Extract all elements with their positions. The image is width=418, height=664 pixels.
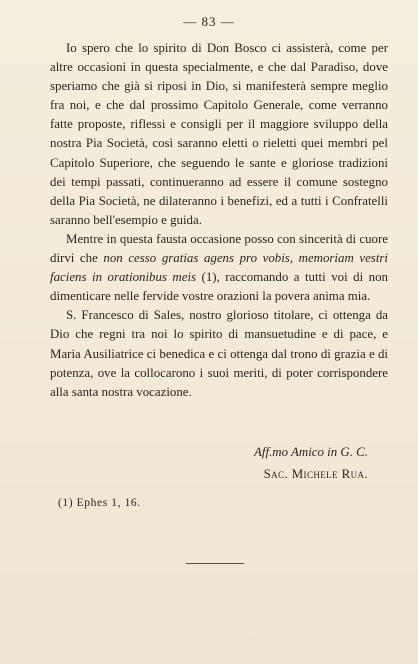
paragraph-1: Io spero che lo spirito di Don Bosco ci assisterà, come per altre occasioni in questa specialmente, e che dal Paradiso, dove speriamo che già si riposi in Dio, si manifesterà sempre meglio fra noi, e che dal prossimo Capitolo Generale, come verranno fatte proposte, riflessi e consigli per il maggiore sviluppo della nostra Pia Società, così saranno eletti o rieletti quei membri pel Capitolo Superiore, che seguendo le sante e gloriose tradizioni dei tempi passati, continueranno ad essere il comune sostegno della Pia Società, ne dilateranno i benefizi, ed a tutti i Confratelli saranno bell'esempio e guida. <box>50 41 388 227</box>
paragraph-2 <box>50 230 388 306</box>
closing-salutation: Aff.mo Amico in G. C. <box>254 445 368 459</box>
closing-block <box>254 441 368 485</box>
paragraph-2-rest: , raccomando a tutti voi di non dimenticare nelle fervide vostre orazioni la povera anima mia. <box>50 270 388 304</box>
footnote: (1) Ephes 1, 16. <box>58 497 141 509</box>
latin-quotation: non cesso gratias agens pro vobis, memoriam vestri faciens in orationibus meis <box>50 251 388 285</box>
signature: Sac. Michele Rua. <box>263 467 368 481</box>
page-number: — 83 — <box>183 14 235 29</box>
letter-body <box>50 39 388 402</box>
divider-rule <box>186 563 244 564</box>
footnote-reference: (1) <box>196 270 217 285</box>
paragraph-2-intro: Mentre in questa fausta occasione posso con sincerità di cuore dirvi che <box>50 231 388 266</box>
paragraph-3: S. Francesco di Sales, nostro glorioso titolare, ci ottenga da Dio che regni tra noi lo spirito di mansuetudine e di pace, e Maria Ausiliatrice ci benedica e ci ottenga dal trono di grazia e di potenza, ove la collocarono i suoi meriti, di poter corrispondere alla santa nostra vocazione. <box>50 308 388 399</box>
